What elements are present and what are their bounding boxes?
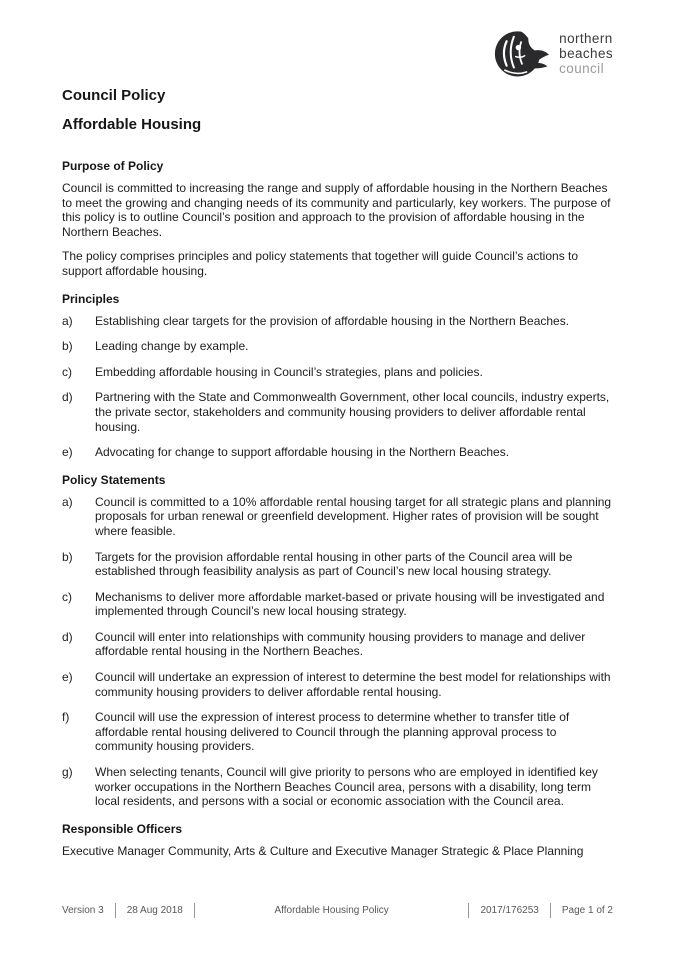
principles-heading: Principles (62, 291, 120, 306)
doc-subtitle: Affordable Housing (62, 116, 202, 133)
list-item-text: Partnering with the State and Commonwealth Government, other local councils, industry experts, the private sector, stakeholders and community housing providers to deliver affordable rental housing. (95, 390, 610, 434)
list-item-text: Council is committed to a 10% affordable rental housing target for all strategic plans and planning proposals for urban renewal or greenfield development. Higher rates of provision will be sought where feasible. (95, 494, 612, 538)
responsible-officers-text: Executive Manager Community, Arts & Culture and Executive Manager Strategic & Place Planning (62, 843, 584, 858)
policy-statement-item (62, 550, 613, 579)
list-item-label: g) (62, 765, 73, 780)
list-item-label: d) (62, 629, 73, 644)
doc-title: Council Policy (62, 87, 166, 104)
list-item-label: a) (62, 494, 73, 509)
list-item-label: b) (62, 549, 73, 564)
list-item-label: d) (62, 390, 73, 405)
list-item-label: c) (62, 364, 72, 379)
list-item-label: a) (62, 313, 73, 328)
policy-statement-item (62, 765, 613, 809)
footer-divider (550, 903, 551, 918)
page-footer (62, 903, 613, 918)
logo-word-northern: northern (559, 30, 613, 46)
policy-statement-item (62, 710, 613, 754)
footer-divider (115, 903, 116, 918)
footer-reference-number: 2017/176253 (480, 905, 539, 916)
principle-item (62, 445, 613, 460)
document-content (62, 0, 613, 868)
policy-statement-item (62, 495, 613, 539)
purpose-heading: Purpose of Policy (62, 159, 164, 173)
policy-statement-item (62, 590, 613, 619)
list-item-label: c) (62, 589, 72, 604)
policy-statement-item (62, 630, 613, 659)
list-item-label: e) (62, 670, 73, 685)
list-item-text: Council will use the expression of interest process to determine whether to transfer title of affordable rental housing delivered to Council through the planning approval process to community housing providers. (95, 710, 570, 754)
responsible-officers-heading: Responsible Officers (62, 821, 183, 836)
footer-version: Version 3 (62, 905, 104, 916)
principle-item (62, 339, 613, 354)
footer-page-number: Page 1 of 2 (561, 905, 613, 916)
list-item-text: Targets for the provision affordable rental housing in other parts of the Council area will be established through feasibility analysis as part of Council’s new local housing strategy. (95, 549, 573, 579)
list-item-text: Embedding affordable housing in Council’s strategies, plans and policies. (95, 364, 483, 379)
list-item-text: Establishing clear targets for the provision of affordable housing in the Northern Beaches. (95, 313, 570, 328)
purpose-paragraph-2: The policy comprises principles and policy statements that together will guide Council’s actions to support affordable housing. (62, 249, 579, 278)
list-item-label: e) (62, 445, 73, 460)
logo-word-beaches: beaches (559, 45, 613, 61)
footer-divider (468, 903, 469, 918)
list-item-label: b) (62, 339, 73, 354)
footer-divider (194, 903, 195, 918)
list-item-text: Mechanisms to deliver more affordable market-based or private housing will be investigated and implemented through Council’s new local housing strategy. (95, 589, 605, 619)
list-item-text: Advocating for change to support affordable housing in the Northern Beaches. (95, 445, 510, 460)
footer-date: 28 Aug 2018 (126, 905, 183, 916)
footer-doc-title: Affordable Housing Policy (274, 905, 389, 916)
purpose-paragraph-1: Council is committed to increasing the range and supply of affordable housing in the Northern Beaches to meet the growing and changing needs of its community and particularly, key workers. The purpose of this policy is to outline Council’s position and approach to the provision of affordable housing in the Northern Beaches. (62, 181, 611, 239)
list-item-text: Council will undertake an expression of interest to determine the best model for relationships with community housing providers to deliver affordable rental housing. (95, 670, 611, 699)
list-item-text: Council will enter into relationships with community housing providers to manage and deliver affordable rental housing in the Northern Beaches. (95, 629, 586, 659)
policy-statements-heading: Policy Statements (62, 472, 166, 487)
list-item-text: Leading change by example. (95, 339, 249, 354)
principle-item (62, 365, 613, 380)
principle-item (62, 314, 613, 329)
logo-word-council: council (559, 60, 604, 76)
list-item-text: When selecting tenants, Council will give priority to persons who are employed in identified key worker occupations in the Northern Beaches Council area, persons with a disability, long term local residents, and persons with a social or economic association with the Council area. (95, 765, 598, 809)
principle-item (62, 390, 613, 434)
policy-statement-item (62, 670, 613, 699)
list-item-label: f) (62, 710, 70, 725)
